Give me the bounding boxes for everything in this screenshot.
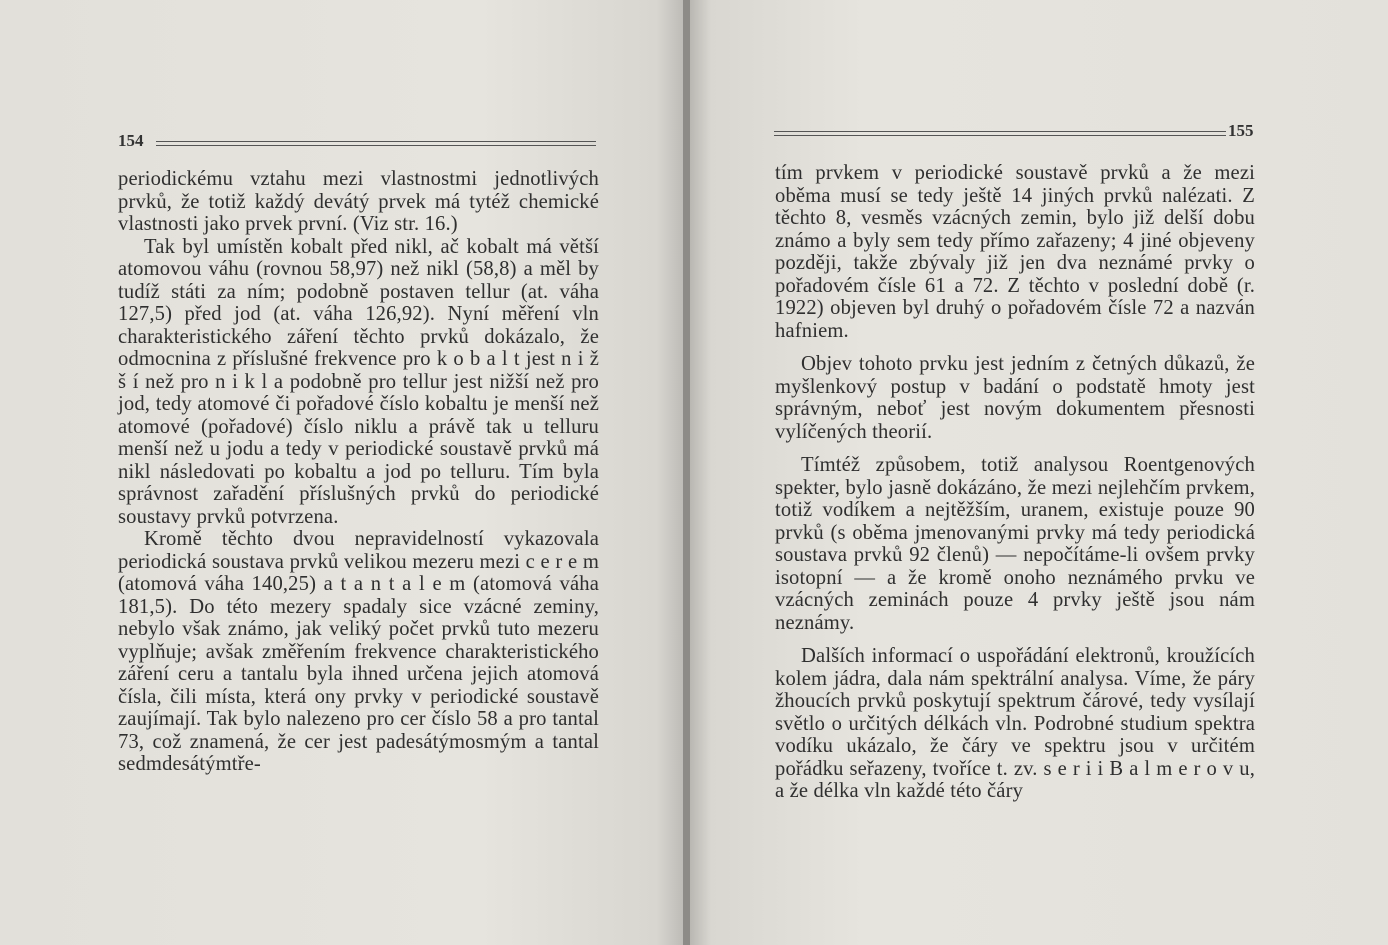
- left-page-text: [118, 168, 599, 776]
- paragraph: Objev tohoto prvku jest jedním z četných důkazů, že myšlenkový postup v badání o podstatě hmoty jest správným, neboť jest novým dokumentem přesnosti vylíčených theorií.: [775, 353, 1255, 443]
- left-page: [0, 0, 684, 945]
- header-rule: [774, 131, 1226, 136]
- page-number: 154: [118, 131, 144, 150]
- page-number: 155: [1228, 121, 1254, 140]
- left-page-header: [118, 131, 598, 155]
- header-rule: [156, 141, 596, 146]
- paragraph: Dalších informací o uspořádání elektronů, kroužících kolem jádra, dala nám spektrální analysa. Víme, že páry žhoucích prvků poskytují spektrum čárové, tedy vysílají světlo o určitých délkách vln. Podrobné studium spektra vodíku ukázalo, že čáry ve spektru jsou v určitém pořádku seřazeny, tvoříce t. zv. s e r i i B a l m e r o v u, a že délka vln každé této čáry: [775, 645, 1255, 802]
- right-page-header: [774, 121, 1264, 145]
- paragraph: periodickému vztahu mezi vlastnostmi jednotlivých prvků, že totiž každý devátý prvek má tytéž chemické vlastnosti jako prvek první. (Viz str. 16.): [118, 168, 599, 235]
- paragraph: Tak byl umístěn kobalt před nikl, ač kobalt má větší atomovou váhu (rovnou 58,97) než nikl (58,8) a měl by tudíž státi za ním; podobně postaven tellur (at. váha 127,5) před jod (at. váha 126,92). Nyní měření vln charakteristického záření těchto prvků dokázalo, že odmocnina z příslušné frekvence pro k o b a l t jest n i ž š í než pro n i k l a podobně pro tellur jest nižší než pro jod, tedy atomové či pořadové číslo kobaltu je menší než atomové (pořadové) číslo niklu a právě tak u telluru menší než u jodu a tedy v periodické soustavě prvků má nikl následovati po kobaltu a jod po telluru. Tím byla správnost zařadění příslušných prvků do periodické soustavy prvků potvrzena.: [118, 235, 599, 528]
- right-page: [690, 0, 1388, 945]
- right-page-text: [775, 162, 1255, 803]
- paragraph: Kromě těchto dvou nepravidelností vykazovala periodická soustava prvků velikou mezeru mezi c e r e m (atomová váha 140,25) a t a n t a l e m (atomová váha 181,5). Do této mezery spadaly sice vzácné zeminy, nebylo však známo, jak veliký počet prvků tuto mezeru vyplňuje; avšak změřením frekvence charakteristického záření ceru a tantalu byla ihned určena jejich atomová čísla, čili místa, která ony prvky v periodické soustavě zaujímají. Tak bylo nalezeno pro cer číslo 58 a pro tantal 73, což znamená, že cer jest padesátýmosmým a tantal sedmdesátýmtře-: [118, 528, 599, 775]
- paragraph: tím prvkem v periodické soustavě prvků a že mezi oběma musí se tedy ještě 14 jiných prvků nalézati. Z těchto 8, vesměs vzácných zemin, bylo již delší dobu známo a byly sem tedy přímo zařazeny; 4 jiné objeveny později, takže zbývaly již jen dva neznámé prvky o pořadovém čísle 61 a 72. Z těchto v poslední době (r. 1922) objeven byl druhý o pořadovém čísle 72 a nazván hafniem.: [775, 162, 1255, 342]
- paragraph: Tímtéž způsobem, totiž analysou Roentgenových spekter, bylo jasně dokázáno, že mezi nejlehčím prvkem, totiž vodíkem a nejtěžším, uranem, existuje pouze 90 prvků (s oběma jmenovanými prvky má tedy periodická soustava prvků 92 členů) — nepočítáme-li ovšem prvky isotopní — a že kromě onoho neznámého prvku ve vzácných zeminách pouze 4 prvky ještě jsou nám neznámy.: [775, 454, 1255, 634]
